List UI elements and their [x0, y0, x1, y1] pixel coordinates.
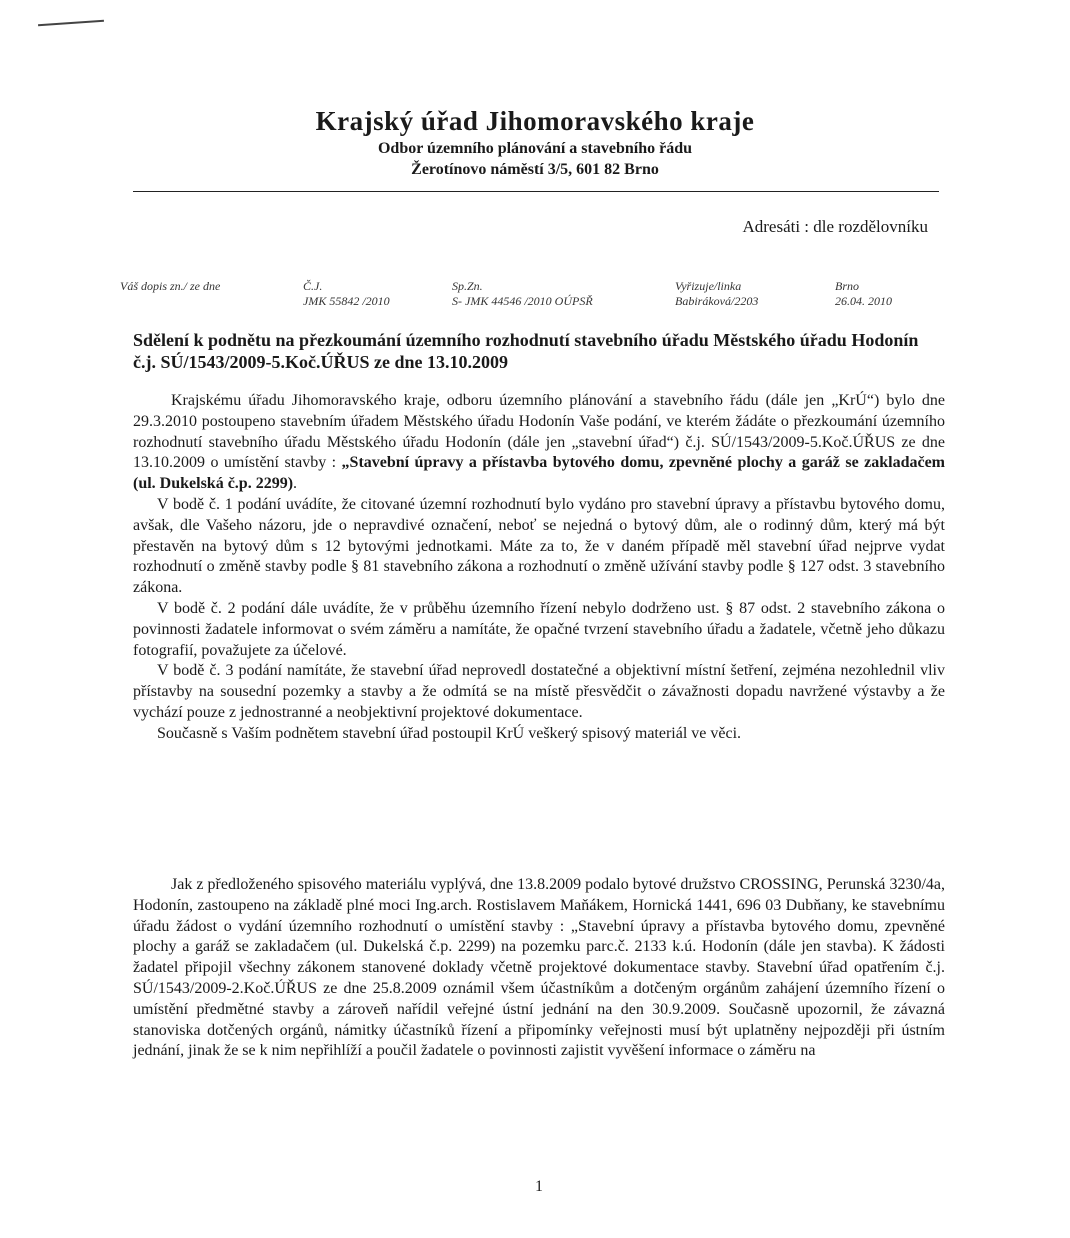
addressees: Adresáti : dle rozdělovníku [742, 217, 928, 236]
office-address: Žerotínovo náměstí 3/5, 601 82 Brno [411, 161, 659, 178]
paragraph-5: Současně s Vaším podnětem stavební úřad postoupil KrÚ veškerý spisový materiál ve věci. [157, 724, 742, 742]
ref-handler: Vyřizuje/linka Babiráková/2203 [675, 279, 759, 308]
letterhead [130, 104, 940, 180]
paragraph-2: V bodě č. 1 podání uvádíte, že citované územní rozhodnutí bylo vydáno pro stavební úpravy a přístavbu bytového domu, avšak, dle Vašeho názoru, jde o nepravdivé označení, neboť se nejedná o bytový dům, ale o rodinný dům, který má být přestavěn na bytový dům s 12 bytovými jednotkami. Máte za to, že v daném případě měl stavební úřad nejprve vydat rozhodnutí o změně stavby podle § 81 stavebního zákona a rozhodnutí o změně užívání stavby podle § 127 odst. 3 stavebního zákona. [133, 495, 945, 597]
office-title: Krajský úřad Jihomoravského kraje [315, 106, 755, 136]
paragraph-1: Krajskému úřadu Jihomoravského kraje, odboru územního plánování a stavebního řádu (dále jen „KrÚ“) bylo dne 29.3.2010 postoupeno stavebním úřadem Městského úřadu Hodonín Vaše podání, ve kterém žádáte o přezkoumání územního rozhodnutí stavebního úřadu Městského úřadu Hodonín (dále jen „stavební úřad“) č.j. SÚ/1543/2009-5.Koč.ÚŘUS ze dne 13.10.2009 o umístění stavby : „Stavební úpravy a přístavba bytového domu, zpevněné plochy a garáž se zakladačem (ul. Dukelská č.p. 2299). [133, 392, 945, 493]
paragraph-4: V bodě č. 3 podání namítáte, že stavební úřad neprovedl dostatečné a objektivní místní šetření, zejména nezohlednil vliv přístavby na sousední pozemky a stavby a že odmítá se na místě přesvědčit o závažnosti dopadu navržené výstavby a že vychází pouze z jednostranné a neobjektivní projektové dokumentace. [133, 662, 945, 721]
ref-date: Brno 26.04. 2010 [835, 279, 892, 308]
paragraph-3: V bodě č. 2 podání dále uvádíte, že v průběhu územního řízení nebylo dodrženo ust. § 87 odst. 2 stavebního zákona o povinnosti žadatele informovat o svém záměru a namítáte, že opačné tvrzení stavebního úřadu a žadatele, včetně jeho důkazu fotografií, považujete za účelové. [133, 599, 945, 659]
letter-body-part1 [133, 391, 945, 745]
ref-cj: Č.J. JMK 55842 /2010 [303, 279, 390, 308]
paragraph-6: Jak z předloženého spisového materiálu vyplývá, dne 13.8.2009 podalo bytové družstvo CROSSING, Perunská 3230/4a, Hodonín, zastoupeno na základě plné moci Ing.arch. Rostislavem Maňákem, Hornická 1441, 696 03 Dubňany, ke stavebnímu úřadu žádost o vydání územního rozhodnutí o umístění stavby : „Stavební úpravy a přístavba bytového domu, zpevněné plochy a garáž se zakladačem (ul. Dukelská č.p. 2299) na pozemku parc.č. 2133 k.ú. Hodonín (dále jen stavba). K žádosti žadatel připojil všechny zákonem stanovené doklady včetně projektové dokumentace stavby. Stavební úřad opatřením č.j. SÚ/1543/2009-2.Koč.ÚŘUS ze dne 25.8.2009 oznámil všem účastníkům a dotčeným orgánům zahájení územního řízení o umístění předmětné stavby a zároveň nařídil veřejné ústní jednání na den 30.9.2009. Současně upozornil, že závazná stanoviska dotčených orgánů, námitky účastníků řízení a připomínky veřejnosti musí být uplatněny nejpozději při ústním jednání, jinak že se k nim nepřihlíží a poučil žadatele o povinnosti zajistit vyvěšení informace o záměru na [133, 876, 945, 1060]
ref-your-letter: Váš dopis zn./ ze dne [120, 279, 221, 293]
department-name: Odbor územního plánování a stavebního řádu [377, 140, 692, 157]
page-number: 1 [535, 1178, 543, 1195]
scan-mark [38, 20, 104, 27]
header-divider [133, 191, 939, 192]
letter-subject: Sdělení k podnětu na přezkoumání územního rozhodnutí stavebního úřadu Městského úřadu Hodonín č.j. SÚ/1543/2009-5.Koč.ÚŘUS ze dne 13.10.2009 [133, 330, 919, 372]
letter-body-part2 [133, 875, 945, 1062]
ref-spzn: Sp.Zn. S- JMK 44546 /2010 OÚPSŘ [452, 279, 593, 308]
